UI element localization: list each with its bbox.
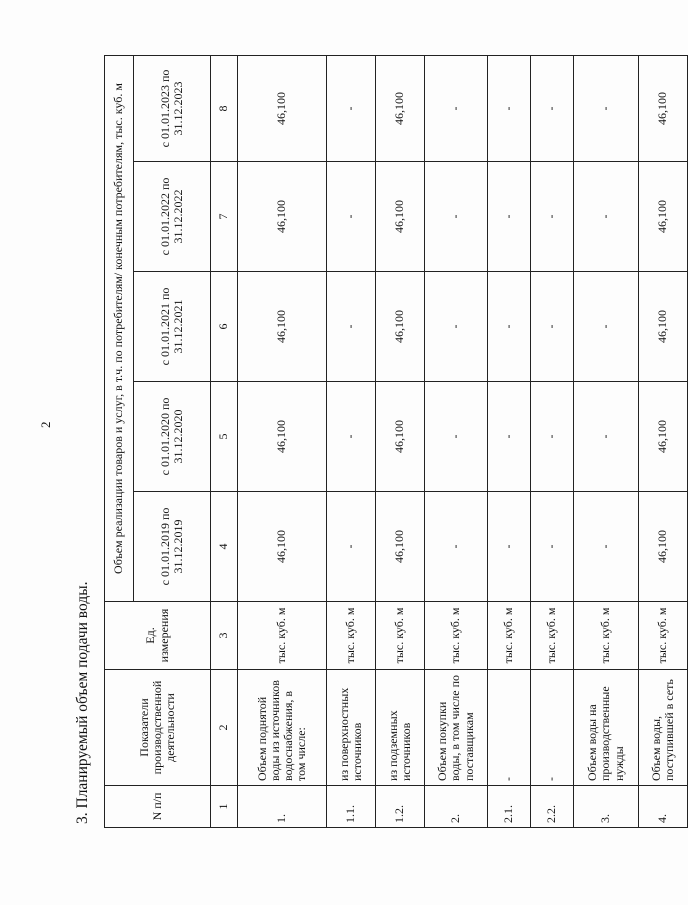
row-unit: тыс. куб. м bbox=[488, 602, 531, 670]
row-value: - bbox=[327, 492, 376, 602]
row-value: - bbox=[488, 162, 531, 272]
row-value: - bbox=[425, 162, 488, 272]
column-number: 4 bbox=[211, 492, 238, 602]
table-row bbox=[376, 56, 425, 828]
row-value: 46,100 bbox=[639, 56, 688, 162]
row-indicator: Объем воды на производственные нужды bbox=[574, 670, 639, 786]
row-value: 46,100 bbox=[238, 382, 327, 492]
section-title: 3. Планируемый объем подачи воды. bbox=[74, 581, 91, 824]
table-row bbox=[425, 56, 488, 828]
column-numbers-row bbox=[211, 56, 238, 828]
row-number: 2.1. bbox=[488, 786, 531, 828]
header-period-2021: с 01.01.2021 по 31.12.2021 bbox=[134, 272, 211, 382]
row-number: 3. bbox=[574, 786, 639, 828]
row-number: 1.2. bbox=[376, 786, 425, 828]
page-number: 2 bbox=[38, 421, 53, 428]
row-value: - bbox=[574, 492, 639, 602]
row-unit: тыс. куб. м bbox=[238, 602, 327, 670]
row-number: 2. bbox=[425, 786, 488, 828]
row-number: 2.2. bbox=[531, 786, 574, 828]
row-value: 46,100 bbox=[639, 382, 688, 492]
row-value: 46,100 bbox=[376, 56, 425, 162]
header-period-2023: с 01.01.2023 по 31.12.2023 bbox=[134, 56, 211, 162]
table-row bbox=[639, 56, 688, 828]
row-value: - bbox=[531, 56, 574, 162]
header-unit: Ед. измерения bbox=[105, 602, 211, 670]
column-number: 6 bbox=[211, 272, 238, 382]
row-unit: тыс. куб. м bbox=[531, 602, 574, 670]
row-value: - bbox=[327, 162, 376, 272]
row-value: - bbox=[425, 492, 488, 602]
row-value: 46,100 bbox=[376, 272, 425, 382]
table-row bbox=[574, 56, 639, 828]
row-value: 46,100 bbox=[639, 492, 688, 602]
column-number: 2 bbox=[211, 670, 238, 786]
row-indicator: из поверхностных источников bbox=[327, 670, 376, 786]
row-unit: тыс. куб. м bbox=[574, 602, 639, 670]
row-value: - bbox=[425, 382, 488, 492]
header-period-2022: с 01.01.2022 по 31.12.2022 bbox=[134, 162, 211, 272]
row-value: - bbox=[531, 162, 574, 272]
header-row-1 bbox=[105, 56, 134, 828]
table-row bbox=[488, 56, 531, 828]
row-indicator: из подземных источников bbox=[376, 670, 425, 786]
row-unit: тыс. куб. м bbox=[425, 602, 488, 670]
row-value: - bbox=[425, 56, 488, 162]
row-value: - bbox=[531, 272, 574, 382]
row-indicator: Объем покупки воды, в том числе по поставщикам bbox=[425, 670, 488, 786]
row-value: - bbox=[574, 272, 639, 382]
row-value: - bbox=[574, 382, 639, 492]
column-number: 1 bbox=[211, 786, 238, 828]
row-value: 46,100 bbox=[376, 492, 425, 602]
row-value: - bbox=[574, 162, 639, 272]
row-value: - bbox=[488, 272, 531, 382]
row-number: 4. bbox=[639, 786, 688, 828]
row-value: 46,100 bbox=[376, 382, 425, 492]
row-unit: тыс. куб. м bbox=[327, 602, 376, 670]
row-value: - bbox=[488, 492, 531, 602]
row-indicator: Объем воды, поступившей в сеть bbox=[639, 670, 688, 786]
row-number: 1.1. bbox=[327, 786, 376, 828]
row-unit: тыс. куб. м bbox=[639, 602, 688, 670]
table-row bbox=[327, 56, 376, 828]
column-number: 8 bbox=[211, 56, 238, 162]
row-value: 46,100 bbox=[376, 162, 425, 272]
row-value: - bbox=[531, 382, 574, 492]
table-row bbox=[238, 56, 327, 828]
header-period-2020: с 01.01.2020 по 31.12.2020 bbox=[134, 382, 211, 492]
table-row bbox=[531, 56, 574, 828]
row-number: 1. bbox=[238, 786, 327, 828]
column-number: 3 bbox=[211, 602, 238, 670]
row-indicator: Объем поднятой воды из источников водоснабжения, в том числе: bbox=[238, 670, 327, 786]
column-number: 7 bbox=[211, 162, 238, 272]
row-indicator: - bbox=[531, 670, 574, 786]
row-unit: тыс. куб. м bbox=[376, 602, 425, 670]
header-period-2019: с 01.01.2019 по 31.12.2019 bbox=[134, 492, 211, 602]
column-number: 5 bbox=[211, 382, 238, 492]
header-num: N п/п bbox=[105, 786, 211, 828]
row-value: - bbox=[327, 382, 376, 492]
row-value: - bbox=[327, 272, 376, 382]
header-group: Объем реализации товаров и услуг, в т.ч. по потребителям/ конечным потребителям, тыс. куб. м bbox=[105, 56, 134, 602]
row-value: 46,100 bbox=[238, 162, 327, 272]
row-value: - bbox=[574, 56, 639, 162]
row-value: - bbox=[488, 56, 531, 162]
row-value: 46,100 bbox=[639, 162, 688, 272]
row-value: - bbox=[531, 492, 574, 602]
row-value: - bbox=[425, 272, 488, 382]
row-value: - bbox=[327, 56, 376, 162]
row-indicator: - bbox=[488, 670, 531, 786]
document-body bbox=[72, 56, 676, 828]
row-value: 46,100 bbox=[238, 492, 327, 602]
row-value: 46,100 bbox=[639, 272, 688, 382]
water-supply-table bbox=[104, 55, 688, 828]
header-indicator: Показатели производственной деятельности bbox=[105, 670, 211, 786]
row-value: 46,100 bbox=[238, 56, 327, 162]
row-value: 46,100 bbox=[238, 272, 327, 382]
row-value: - bbox=[488, 382, 531, 492]
